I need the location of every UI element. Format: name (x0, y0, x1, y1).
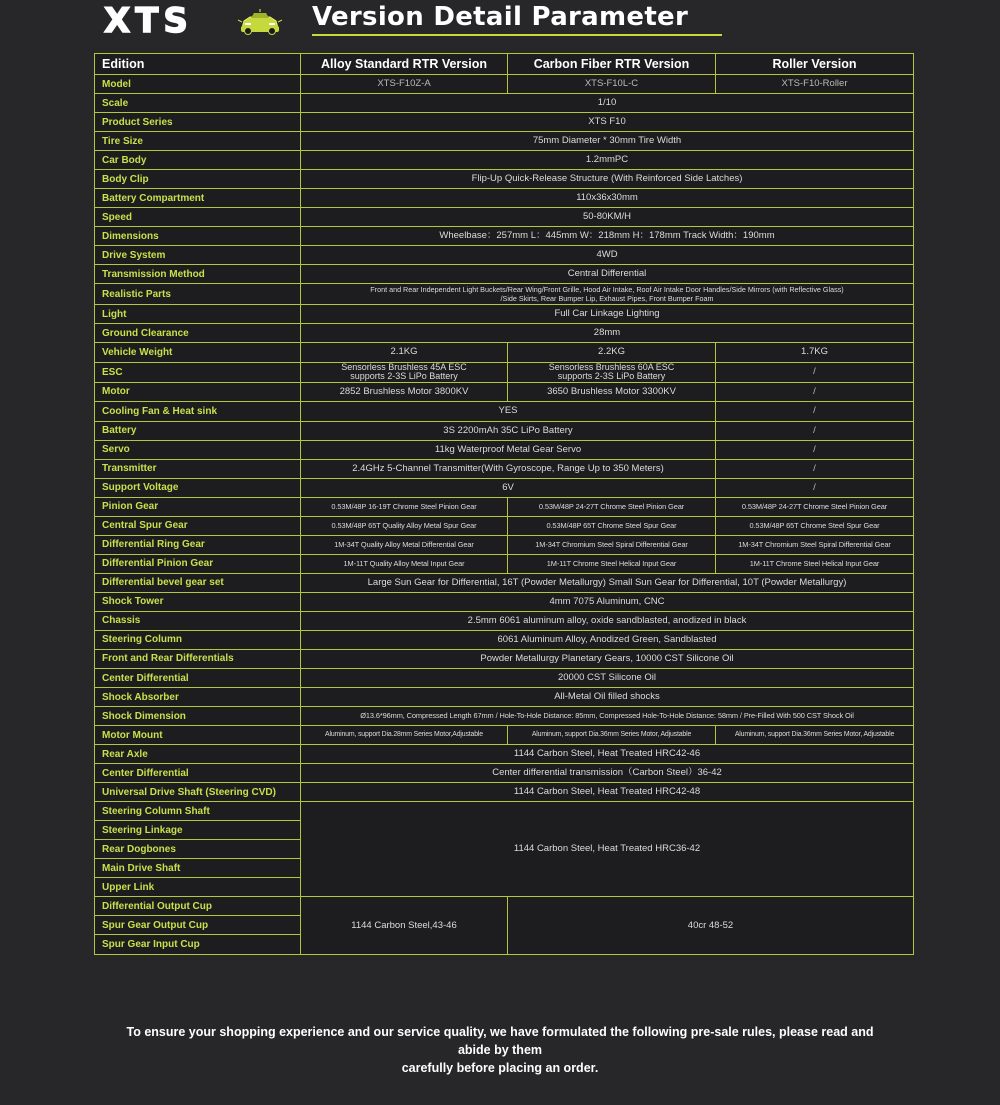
cell-value: 4mm 7075 Aluminum, CNC (301, 592, 914, 611)
row-label: Upper Link (95, 878, 301, 897)
row-label: Front and Rear Differentials (95, 649, 301, 668)
table-row (95, 573, 914, 592)
table-row (95, 401, 914, 421)
table-row (95, 802, 914, 821)
cell-value: 6061 Aluminum Alloy, Anodized Green, Sandblasted (301, 630, 914, 649)
row-label: Shock Absorber (95, 688, 301, 707)
row-label: Spur Gear Output Cup (95, 916, 301, 935)
parts-line-2: /Side Skirts, Rear Bumper Lip, Exhaust Pipes, Front Bumper Foam (500, 294, 714, 304)
row-label: Vehicle Weight (95, 343, 301, 362)
table-row (95, 151, 914, 170)
col-carbon-header: Carbon Fiber RTR Version (508, 54, 716, 75)
brand-logo: XTS (104, 1, 193, 41)
cell-value: / (716, 421, 914, 440)
esc-line-2: supports 2-3S LiPo Battery (350, 371, 458, 382)
table-row (95, 592, 914, 611)
cell-value: / (716, 478, 914, 497)
cell-value: 1.2mmPC (301, 151, 914, 170)
table-row (95, 227, 914, 246)
row-label: Rear Axle (95, 745, 301, 764)
cell-value: 1.7KG (716, 343, 914, 362)
cell-value: YES (301, 401, 716, 421)
table-row (95, 745, 914, 764)
cell-value: 0.53M/48P 16-19T Chrome Steel Pinion Gear (301, 497, 508, 516)
table-row (95, 764, 914, 783)
row-label: Steering Column (95, 630, 301, 649)
cell-value: XTS-F10L-C (508, 75, 716, 94)
table-row (95, 516, 914, 535)
row-label: Shock Tower (95, 592, 301, 611)
row-label: Transmitter (95, 459, 301, 478)
table-row (95, 459, 914, 478)
title-underline (312, 34, 722, 36)
spec-table (94, 53, 914, 955)
table-row (95, 382, 914, 401)
cell-value: XTS F10 (301, 113, 914, 132)
table-row (95, 897, 914, 916)
row-label: Scale (95, 94, 301, 113)
cell-value: / (716, 401, 914, 421)
row-label: Support Voltage (95, 478, 301, 497)
cell-value: 20000 CST Silicone Oil (301, 669, 914, 688)
cell-value: 1M-34T Quality Alloy Metal Differential Gear (301, 535, 508, 554)
table-row (95, 630, 914, 649)
cell-value: 1M-34T Chromium Steel Spiral Differential Gear (716, 535, 914, 554)
table-row (95, 94, 914, 113)
cell-value: 1M-11T Chrome Steel Helical Input Gear (508, 554, 716, 573)
table-row (95, 305, 914, 324)
cell-value: 1144 Carbon Steel,43-46 (301, 897, 508, 955)
row-label: Chassis (95, 611, 301, 630)
row-label: Motor Mount (95, 726, 301, 745)
table-row (95, 440, 914, 459)
row-label: Differential Ring Gear (95, 535, 301, 554)
table-row (95, 497, 914, 516)
cell-value: 75mm Diameter * 30mm Tire Width (301, 132, 914, 151)
table-row (95, 707, 914, 726)
cell-value: 0.53M/48P 24-27T Chrome Steel Pinion Gear (508, 497, 716, 516)
row-label: Center Differential (95, 669, 301, 688)
row-label: Light (95, 305, 301, 324)
table-row (95, 611, 914, 630)
esc-line-2: supports 2-3S LiPo Battery (557, 371, 666, 382)
col-roller-header: Roller Version (716, 54, 914, 75)
cell-value: Center differential transmission（Carbon Steel）36-42 (301, 764, 914, 783)
cell-value: 2.5mm 6061 aluminum alloy, oxide sandblasted, anodized in black (301, 611, 914, 630)
row-label: Differential Pinion Gear (95, 554, 301, 573)
cell-value: 1M-34T Chromium Steel Spiral Differential Gear (508, 535, 716, 554)
cell-value (301, 284, 914, 305)
row-label: Motor (95, 382, 301, 401)
cell-value: 0.53M/48P 24-27T Chrome Steel Pinion Gear (716, 497, 914, 516)
row-label: Steering Column Shaft (95, 802, 301, 821)
notice-line-1: To ensure your shopping experience and our service quality, we have formulated the following pre-sale rules, please read and abide by them (126, 1025, 874, 1057)
cell-value: 1/10 (301, 94, 914, 113)
row-label: Steering Linkage (95, 821, 301, 840)
cell-value: Wheelbase：257mm L：445mm W：218mm H：178mm Track Width：190mm (301, 227, 914, 246)
cell-value: All-Metal Oil filled shocks (301, 688, 914, 707)
cell-value: 6V (301, 478, 716, 497)
cell-value: Flip-Up Quick-Release Structure (With Reinforced Side Latches) (301, 170, 914, 189)
esc-line-1: Sensorless Brushless 45A ESC (341, 362, 467, 373)
cell-value: 1M-11T Chrome Steel Helical Input Gear (716, 554, 914, 573)
table-row (95, 726, 914, 745)
cell-value: 4WD (301, 246, 914, 265)
table-row (95, 265, 914, 284)
cell-value: 50-80KM/H (301, 208, 914, 227)
cell-value: 40cr 48-52 (508, 897, 914, 955)
row-label: Main Drive Shaft (95, 859, 301, 878)
row-label: Differential Output Cup (95, 897, 301, 916)
cell-value (508, 362, 716, 382)
row-label: Central Spur Gear (95, 516, 301, 535)
table-row (95, 343, 914, 362)
cell-value: 0.53M/48P 65T Chrome Steel Spur Gear (716, 516, 914, 535)
table-row (95, 649, 914, 668)
esc-line-1: Sensorless Brushless 60A ESC (548, 362, 675, 373)
table-row (95, 189, 914, 208)
cell-value: Full Car Linkage Lighting (301, 305, 914, 324)
table-row (95, 170, 914, 189)
table-row (95, 783, 914, 802)
row-label: Shock Dimension (95, 707, 301, 726)
cell-value: 110x36x30mm (301, 189, 914, 208)
table-row (95, 208, 914, 227)
table-row (95, 324, 914, 343)
page-title: Version Detail Parameter (312, 2, 689, 32)
cell-value: 0.53M/48P 65T Quality Alloy Metal Spur Gear (301, 516, 508, 535)
row-label: Model (95, 75, 301, 94)
cell-value: 1144 Carbon Steel, Heat Treated HRC42-48 (301, 783, 914, 802)
row-label: Center Differential (95, 764, 301, 783)
table-row (95, 75, 914, 94)
col-alloy-header: Alloy Standard RTR Version (301, 54, 508, 75)
row-label: Rear Dogbones (95, 840, 301, 859)
cell-value: Aluminum, support Dia.36mm Series Motor, Adjustable (716, 726, 914, 745)
cell-value: / (716, 440, 914, 459)
cell-value: 3650 Brushless Motor 3300KV (508, 382, 716, 401)
table-row (95, 688, 914, 707)
row-label: Tire Size (95, 132, 301, 151)
cell-value (301, 362, 508, 382)
car-logo-icon (236, 8, 284, 36)
cell-value: 28mm (301, 324, 914, 343)
table-row (95, 478, 914, 497)
table-row (95, 246, 914, 265)
cell-value: 11kg Waterproof Metal Gear Servo (301, 440, 716, 459)
table-row (95, 113, 914, 132)
cell-value: 1144 Carbon Steel, Heat Treated HRC42-46 (301, 745, 914, 764)
cell-value: Powder Metallurgy Planetary Gears, 10000 CST Silicone Oil (301, 649, 914, 668)
row-label: Pinion Gear (95, 497, 301, 516)
row-label: Drive System (95, 246, 301, 265)
row-label: Servo (95, 440, 301, 459)
row-label: Dimensions (95, 227, 301, 246)
row-label: Realistic Parts (95, 284, 301, 305)
pre-sale-notice (120, 1023, 880, 1077)
cell-value: 2.4GHz 5-Channel Transmitter(With Gyroscope, Range Up to 350 Meters) (301, 459, 716, 478)
cell-value: / (716, 362, 914, 382)
row-label: Transmission Method (95, 265, 301, 284)
row-label: Speed (95, 208, 301, 227)
row-label: Ground Clearance (95, 324, 301, 343)
cell-value: Ø13.6*96mm, Compressed Length 67mm / Hole-To-Hole Distance: 85mm, Compressed Hole-To-Hole Distance: 58mm / Pre-Filled With 500 CST Shock Oil (301, 707, 914, 726)
cell-value: 1144 Carbon Steel, Heat Treated HRC36-42 (301, 802, 914, 897)
row-label: Differential bevel gear set (95, 573, 301, 592)
cell-value: 2.2KG (508, 343, 716, 362)
table-row (95, 554, 914, 573)
row-label: Universal Drive Shaft (Steering CVD) (95, 783, 301, 802)
parts-line-1: Front and Rear Independent Light Buckets/Rear Wing/Front Grille, Hood Air Intake, Roof Air Intake Door Handles/Side Mirrors (with Reflective Glass) (370, 285, 844, 295)
row-label: ESC (95, 362, 301, 382)
cell-value: 3S 2200mAh 35C LiPo Battery (301, 421, 716, 440)
cell-value: Central Differential (301, 265, 914, 284)
table-row (95, 362, 914, 382)
cell-value: / (716, 459, 914, 478)
table-row (95, 421, 914, 440)
table-row (95, 132, 914, 151)
table-header-row (95, 54, 914, 75)
table-row (95, 284, 914, 305)
table-row (95, 535, 914, 554)
row-label: Body Clip (95, 170, 301, 189)
row-label: Battery (95, 421, 301, 440)
cell-value: Aluminum, support Dia.28mm Series Motor,Adjustable (301, 726, 508, 745)
cell-value: XTS-F10Z-A (301, 75, 508, 94)
cell-value: XTS-F10-Roller (716, 75, 914, 94)
row-label: Battery Compartment (95, 189, 301, 208)
cell-value: Large Sun Gear for Differential, 16T (Powder Metallurgy) Small Sun Gear for Differential, 10T (Powder Metallurgy) (301, 573, 914, 592)
edition-header: Edition (95, 54, 301, 75)
row-label: Car Body (95, 151, 301, 170)
notice-line-2: carefully before placing an order. (401, 1061, 599, 1075)
cell-value: / (716, 382, 914, 401)
header (0, 0, 1000, 44)
row-label: Spur Gear Input Cup (95, 935, 301, 955)
table-row (95, 669, 914, 688)
cell-value: 2852 Brushless Motor 3800KV (301, 382, 508, 401)
cell-value: 0.53M/48P 65T Chrome Steel Spur Gear (508, 516, 716, 535)
row-label: Product Series (95, 113, 301, 132)
cell-value: 1M-11T Quality Alloy Metal Input Gear (301, 554, 508, 573)
cell-value: 2.1KG (301, 343, 508, 362)
cell-value: Aluminum, support Dia.36mm Series Motor, Adjustable (508, 726, 716, 745)
row-label: Cooling Fan & Heat sink (95, 401, 301, 421)
